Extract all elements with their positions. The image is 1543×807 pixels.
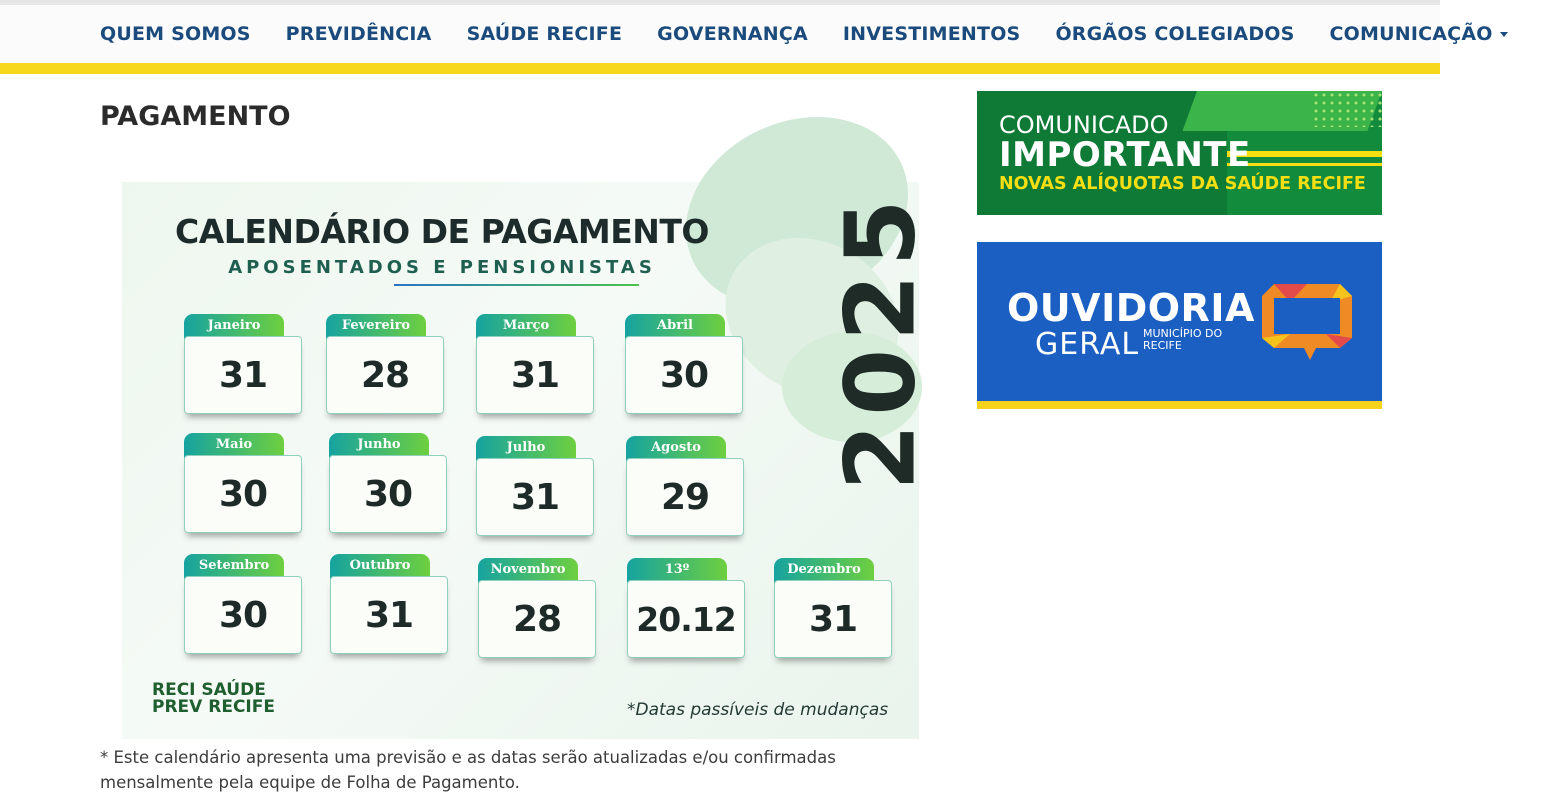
title-underline	[394, 284, 639, 286]
logo-line-1: RECI SAÚDE	[152, 680, 266, 700]
month-name: Outubro	[330, 554, 430, 580]
calendar-title: CALENDÁRIO DE PAGAMENTO	[175, 212, 709, 251]
month-card	[184, 554, 302, 654]
month-day: 28	[478, 580, 596, 658]
nav-previdencia[interactable]: PREVIDÊNCIA	[285, 23, 432, 45]
month-card	[625, 314, 743, 414]
month-day: 30	[625, 336, 743, 414]
calendar-year	[825, 182, 937, 500]
banner-line-2: IMPORTANTE	[999, 135, 1251, 175]
month-day: 31	[774, 580, 892, 658]
nav-saude-recife[interactable]: SAÚDE RECIFE	[466, 23, 623, 45]
month-name: Maio	[184, 433, 284, 459]
chevron-down-icon	[1500, 32, 1508, 37]
month-name: Abril	[625, 314, 725, 340]
month-day: 30	[329, 455, 447, 533]
ouvidoria-banner[interactable]	[977, 242, 1382, 401]
month-card	[329, 433, 447, 533]
nav-accent-bar	[0, 63, 1440, 74]
month-day: 30	[184, 455, 302, 533]
nav-orgaos-colegiados[interactable]: ÓRGÃOS COLEGIADOS	[1055, 23, 1295, 45]
nav-quem-somos[interactable]: QUEM SOMOS	[100, 23, 251, 45]
month-card	[476, 436, 594, 536]
main-navigation	[0, 5, 1493, 63]
payment-calendar-image	[122, 182, 937, 739]
month-name: Agosto	[626, 436, 726, 462]
month-day: 28	[326, 336, 444, 414]
nav-governanca[interactable]: GOVERNANÇA	[657, 23, 808, 45]
calendar-subtitle: APOSENTADOS E PENSIONISTAS	[228, 257, 656, 278]
ouvidoria-geral: GERAL	[1035, 327, 1140, 362]
month-card	[774, 558, 892, 658]
month-name: Janeiro	[184, 314, 284, 340]
speech-bubble-icon	[1260, 282, 1354, 362]
page-title: PAGAMENTO	[100, 101, 291, 132]
month-day: 20.12	[627, 580, 745, 658]
month-card	[626, 436, 744, 536]
month-day: 31	[184, 336, 302, 414]
month-card	[184, 314, 302, 414]
month-day: 31	[476, 336, 594, 414]
comunicado-banner[interactable]	[977, 91, 1382, 215]
month-name: Julho	[476, 436, 576, 462]
month-card	[184, 433, 302, 533]
month-name: Fevereiro	[326, 314, 426, 340]
month-card	[627, 558, 745, 658]
month-card	[330, 554, 448, 654]
banner-line-3: NOVAS ALÍQUOTAS DA SAÚDE RECIFE	[999, 174, 1366, 194]
month-day: 30	[184, 576, 302, 654]
month-name: Novembro	[478, 558, 578, 584]
month-name: 13º	[627, 558, 727, 584]
month-name: Junho	[329, 433, 429, 459]
month-day: 29	[626, 458, 744, 536]
month-name: Março	[476, 314, 576, 340]
calendar-note: *Datas passíveis de mudanças	[627, 700, 889, 720]
month-card	[326, 314, 444, 414]
calendar-disclaimer: * Este calendário apresenta uma previsão e as datas serão atualizadas e/ou confirmadas mensalmente pela equipe de Folha de Pagamento.	[100, 748, 836, 792]
banner-line-1: COMUNICADO	[999, 111, 1169, 139]
month-card	[478, 558, 596, 658]
nav-investimentos[interactable]: INVESTIMENTOS	[842, 23, 1021, 45]
nav-comunicacao-label: COMUNICAÇÃO	[1329, 23, 1493, 45]
month-name: Dezembro	[774, 558, 874, 584]
ouvidoria-title: OUVIDORIA	[1007, 286, 1255, 330]
calendar-year-text: 2025	[825, 191, 937, 491]
ouvidoria-banner-accent	[977, 401, 1382, 409]
month-card	[476, 314, 594, 414]
nav-comunicacao-dropdown[interactable]	[1330, 23, 1508, 45]
logo-line-2: PREV RECIFE	[152, 697, 275, 717]
reciprev-logo	[152, 682, 275, 716]
dots-pattern	[1312, 91, 1382, 127]
month-day: 31	[330, 576, 448, 654]
nav-menu	[100, 5, 1543, 63]
month-name: Setembro	[184, 554, 284, 580]
month-day: 31	[476, 458, 594, 536]
ouvidoria-municipio: MUNICÍPIO DO RECIFE	[1143, 327, 1223, 352]
